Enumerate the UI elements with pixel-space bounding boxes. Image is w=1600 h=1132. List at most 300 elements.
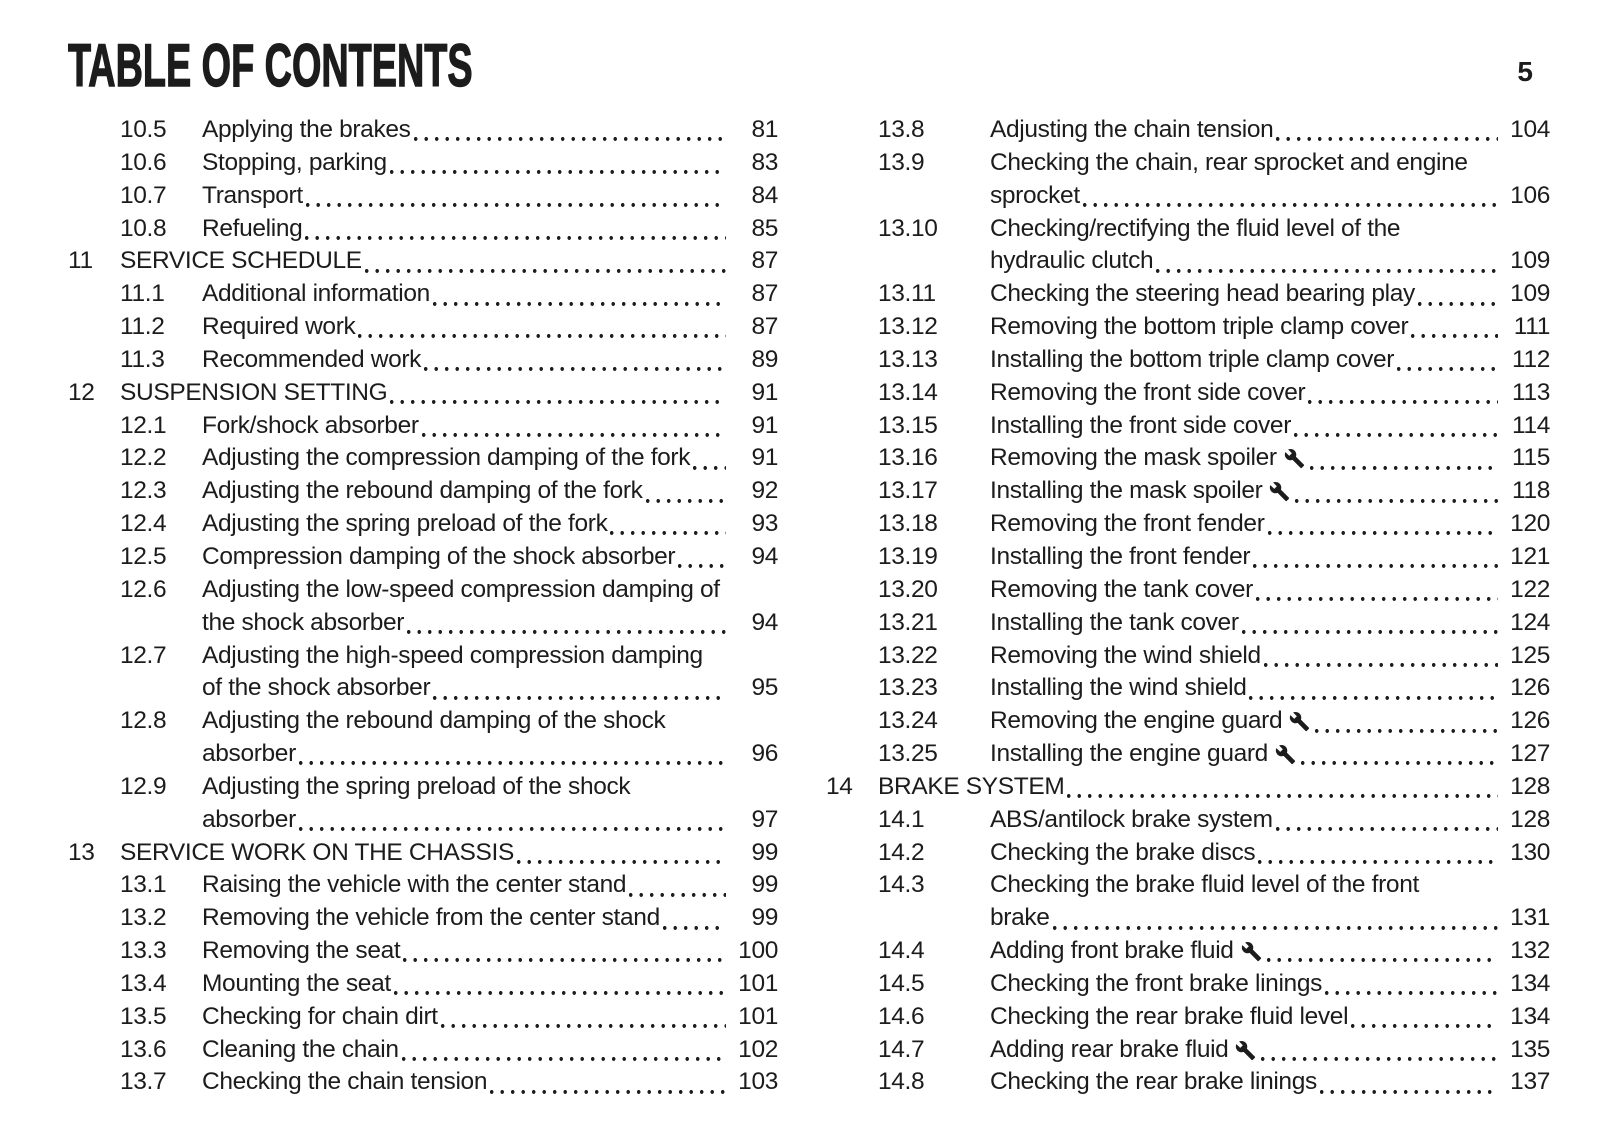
toc-entry-page: 100 <box>738 937 778 965</box>
toc-entry[interactable] <box>826 771 1550 804</box>
toc-entry-number: 12.1 <box>120 411 167 439</box>
toc-entry-title: Installing the wind shield <box>990 674 1247 702</box>
toc-entry-page: 83 <box>751 148 778 176</box>
toc-entry-page: 99 <box>751 838 778 866</box>
dot-leader <box>1256 574 1498 607</box>
dot-leader <box>390 377 726 410</box>
toc-entry[interactable] <box>68 968 778 1001</box>
dot-leader <box>1261 1034 1498 1067</box>
toc-entry-number: 12.2 <box>120 444 167 472</box>
toc-entry-line <box>990 738 1550 771</box>
toc-entry-title: Installing the bottom triple clamp cover <box>990 345 1395 373</box>
dot-leader <box>517 837 726 870</box>
toc-entry-line <box>990 1066 1550 1099</box>
toc-entry-line <box>202 574 778 607</box>
toc-entry-number: 14.5 <box>878 969 925 997</box>
toc-entry-body <box>990 410 1550 443</box>
toc-entry-title: Refueling <box>202 214 303 242</box>
toc-entry-body <box>990 738 1550 771</box>
toc-entry-line <box>990 607 1550 640</box>
toc-entry-title: ABS/antilock brake system <box>990 805 1273 833</box>
toc-entry-line <box>990 344 1550 377</box>
toc-entry-body <box>202 935 778 968</box>
toc-entry[interactable] <box>68 902 778 935</box>
toc-entry-number: 12.6 <box>120 575 167 603</box>
dot-leader <box>433 278 726 311</box>
dot-leader <box>305 213 726 246</box>
toc-entry-number: 14.4 <box>878 937 925 965</box>
toc-entry-body <box>202 147 778 180</box>
toc-column-left <box>68 114 778 1099</box>
toc-entry-body <box>202 344 778 377</box>
toc-entry-page: 87 <box>751 247 778 275</box>
toc-entry-line <box>202 180 778 213</box>
toc-entry[interactable] <box>68 771 778 837</box>
toc-entry-line <box>990 410 1550 443</box>
toc-entry-line <box>202 705 778 738</box>
toc-entry[interactable] <box>826 705 1550 738</box>
toc-entry-body <box>990 574 1550 607</box>
toc-entry[interactable] <box>826 738 1550 771</box>
toc-entry-page: 106 <box>1510 181 1550 209</box>
dot-leader <box>1418 278 1498 311</box>
dot-leader <box>441 1001 726 1034</box>
toc-entry-body <box>202 410 778 443</box>
toc-entry-line <box>990 278 1550 311</box>
toc-entry[interactable] <box>68 508 778 541</box>
toc-entry-page: 131 <box>1510 904 1550 932</box>
toc-entry[interactable] <box>68 705 778 771</box>
toc-entry-title: Removing the tank cover <box>990 575 1253 603</box>
toc-entry-body <box>202 114 778 147</box>
dot-leader <box>1253 541 1498 574</box>
toc-entry-title: Removing the seat <box>202 937 401 965</box>
toc-entry[interactable] <box>68 1066 778 1099</box>
toc-entry[interactable] <box>826 804 1550 837</box>
toc-entry-line <box>990 968 1550 1001</box>
toc-entry-title: sprocket <box>990 181 1080 209</box>
toc-entry-page: 101 <box>738 1002 778 1030</box>
toc-entry-number: 13.3 <box>120 937 167 965</box>
toc-entry-title: Adjusting the spring preload of the fork <box>202 510 608 538</box>
toc-entry-number: 12.9 <box>120 772 167 800</box>
dot-leader <box>1156 245 1498 278</box>
toc-entry-body <box>202 442 778 475</box>
toc-entry-number: 13.12 <box>878 313 938 341</box>
toc-entry-number: 13.16 <box>878 444 938 472</box>
toc-entry[interactable] <box>826 837 1550 870</box>
toc-entry-line <box>202 804 778 837</box>
toc-entry-line <box>202 968 778 1001</box>
toc-entry-number: 10.7 <box>120 181 167 209</box>
toc-entry[interactable] <box>68 869 778 902</box>
toc-entry-page: 104 <box>1510 116 1550 143</box>
toc-entry-body <box>990 508 1550 541</box>
toc-entry-body <box>990 114 1550 147</box>
toc-entry-title: SERVICE SCHEDULE <box>120 247 362 275</box>
toc-entry-line <box>202 344 778 377</box>
toc-entry-page: 84 <box>751 181 778 209</box>
toc-entry-number: 11.3 <box>120 345 165 373</box>
dot-leader <box>1258 837 1498 870</box>
toc-entry-body <box>990 213 1550 279</box>
toc-entry-number: 13.9 <box>878 148 925 176</box>
dot-leader <box>407 607 726 640</box>
toc-entry-number: 14.7 <box>878 1035 925 1063</box>
toc-entry-body <box>990 705 1550 738</box>
dot-leader <box>1242 607 1498 640</box>
toc-entry-number: 13.19 <box>878 542 938 570</box>
toc-entry-line <box>990 475 1550 508</box>
toc-entry-title: Checking the chain tension <box>202 1068 488 1096</box>
toc-entry-body <box>990 640 1550 673</box>
toc-entry-page: 118 <box>1511 477 1550 505</box>
toc-entry-page: 114 <box>1511 411 1550 439</box>
dot-leader <box>358 311 726 344</box>
toc-entry-body <box>990 804 1550 837</box>
toc-entry[interactable] <box>68 475 778 508</box>
toc-entry[interactable] <box>826 1066 1550 1099</box>
toc-entry-number: 11.1 <box>120 280 165 308</box>
toc-entry[interactable] <box>826 114 1550 147</box>
dot-leader <box>424 344 726 377</box>
toc-entry-body <box>202 213 778 246</box>
toc-entry-number: 13.13 <box>878 345 938 373</box>
dot-leader <box>1411 311 1498 344</box>
toc-entry-number: 13.11 <box>878 280 936 308</box>
toc-entry-title: Installing the front side cover <box>990 411 1292 439</box>
dot-leader <box>1310 442 1498 475</box>
toc-entry-line <box>878 771 1550 804</box>
toc-entry-page: 96 <box>751 740 778 768</box>
toc-entry-title: Checking the chain, rear sprocket and engine <box>990 148 1468 176</box>
toc-entry-body <box>120 377 778 410</box>
toc-entry-line <box>990 1001 1550 1034</box>
toc-entry-line <box>202 508 778 541</box>
toc-entry-number: 12.4 <box>120 510 167 538</box>
dot-leader <box>422 410 726 443</box>
dot-leader <box>403 935 726 968</box>
toc-entry-number: 13.10 <box>878 214 938 242</box>
toc-entry-line <box>990 245 1550 278</box>
toc-entry-title: Checking the rear brake fluid level <box>990 1002 1349 1030</box>
toc-entry-line <box>990 442 1550 475</box>
toc-entry-body <box>202 278 778 311</box>
dot-leader <box>1294 410 1498 443</box>
toc-entry[interactable] <box>826 607 1550 640</box>
toc-entry-body <box>202 1066 778 1099</box>
toc-entry[interactable] <box>68 574 778 640</box>
toc-entry[interactable] <box>68 541 778 574</box>
toc-entry-line <box>120 377 778 410</box>
toc-entry-title: Adjusting the spring preload of the shock <box>202 772 631 800</box>
toc-entry-title: Adjusting the compression damping of the fork <box>202 444 691 472</box>
toc-entry-body <box>120 837 778 870</box>
toc-entry-line <box>202 771 778 804</box>
toc-entry-title: Stopping, parking <box>202 148 387 176</box>
toc-entry[interactable] <box>826 442 1550 475</box>
toc-entry-number: 14.6 <box>878 1002 925 1030</box>
toc-entry[interactable] <box>826 410 1550 443</box>
toc-entry-line <box>990 640 1550 673</box>
toc-entry-title: Removing the engine guard <box>990 707 1283 735</box>
toc-entry-page: 91 <box>751 378 778 406</box>
toc-entry-body <box>202 508 778 541</box>
toc-entry-page: 97 <box>751 805 778 833</box>
toc-entry[interactable] <box>68 245 778 278</box>
dot-leader <box>1320 1066 1498 1099</box>
toc-entry-line <box>202 541 778 574</box>
toc-entry[interactable] <box>68 278 778 311</box>
toc-entry-title: Checking the brake fluid level of the front <box>990 871 1419 899</box>
toc-entry-title: Removing the bottom triple clamp cover <box>990 313 1409 341</box>
toc-entry-body <box>990 935 1550 968</box>
toc-entry-page: 94 <box>751 542 778 570</box>
toc-entry-page: 128 <box>1510 772 1550 800</box>
toc-entry-title: Checking for chain dirt <box>202 1002 438 1030</box>
toc-entry-number: 12.7 <box>120 641 167 669</box>
toc-entry-body <box>202 771 778 837</box>
toc-entry[interactable] <box>68 1034 778 1067</box>
toc-entry-body <box>990 672 1550 705</box>
toc-entry-number: 13.23 <box>878 674 938 702</box>
toc-entry-title: Adjusting the high-speed compression damping <box>202 641 703 669</box>
toc-entry[interactable] <box>826 672 1550 705</box>
toc-entry-body <box>990 147 1550 213</box>
dot-leader <box>663 902 726 935</box>
toc-entry-line <box>990 935 1550 968</box>
toc-entry-number: 14.2 <box>878 838 925 866</box>
toc-entry-title: Adjusting the rebound damping of the shock <box>202 707 666 735</box>
dot-leader <box>693 442 726 475</box>
dot-leader <box>306 180 726 213</box>
toc-entry-line <box>202 442 778 475</box>
dot-leader <box>646 475 726 508</box>
toc-entry[interactable] <box>68 1001 778 1034</box>
toc-entry-page: 103 <box>738 1068 778 1096</box>
toc-entry-body <box>202 574 778 640</box>
toc-entry[interactable] <box>68 147 778 180</box>
toc-entry-line <box>202 935 778 968</box>
toc-entry-page: 112 <box>1511 345 1550 373</box>
toc-entry[interactable] <box>68 114 778 147</box>
dot-leader <box>1264 640 1498 673</box>
toc-entry-page: 122 <box>1510 575 1550 603</box>
toc-entry-title: Removing the wind shield <box>990 641 1261 669</box>
dot-leader <box>394 968 726 1001</box>
toc-entry[interactable] <box>826 1001 1550 1034</box>
toc-entry-number: 13.15 <box>878 411 938 439</box>
toc-entry[interactable] <box>826 213 1550 279</box>
toc-entry-page: 115 <box>1511 444 1550 472</box>
toc-entry-body <box>202 640 778 706</box>
dot-leader <box>390 147 726 180</box>
toc-entry-title: Adding front brake fluid <box>990 937 1234 965</box>
toc-entry[interactable] <box>68 377 778 410</box>
toc-entry-number: 13.4 <box>120 969 167 997</box>
toc-entry[interactable] <box>68 442 778 475</box>
toc-entry-number: 13.17 <box>878 477 938 505</box>
toc-entry[interactable] <box>826 1034 1550 1067</box>
toc-entry-number: 13.21 <box>878 608 938 636</box>
toc-entry-number: 14.8 <box>878 1068 925 1096</box>
toc-entry-number: 10.8 <box>120 214 167 242</box>
toc-entry-line <box>202 738 778 771</box>
toc-entry-title: Applying the brakes <box>202 116 411 143</box>
dot-leader <box>1295 475 1498 508</box>
toc-entry-page: 87 <box>751 313 778 341</box>
toc-entry[interactable] <box>68 640 778 706</box>
toc-entry[interactable] <box>826 541 1550 574</box>
dot-leader <box>1276 114 1498 147</box>
toc-entry[interactable] <box>68 935 778 968</box>
toc-entry[interactable] <box>826 968 1550 1001</box>
toc-entry-title: hydraulic clutch <box>990 247 1154 275</box>
toc-entry-line <box>202 147 778 180</box>
toc-entry-line <box>990 1034 1550 1067</box>
toc-entry-page: 101 <box>738 969 778 997</box>
toc-entry-number: 13.7 <box>120 1068 167 1096</box>
toc-entry-line <box>202 607 778 640</box>
toc-entry-body <box>202 311 778 344</box>
toc-entry-line <box>202 1034 778 1067</box>
toc-entry-title: Removing the mask spoiler <box>990 444 1277 472</box>
toc-entry-line <box>202 1001 778 1034</box>
dot-leader <box>1083 180 1498 213</box>
toc-entry-page: 99 <box>751 871 778 899</box>
toc-entry-title: Checking the front brake linings <box>990 969 1322 997</box>
toc-entry[interactable] <box>68 180 778 213</box>
toc-entry[interactable] <box>826 935 1550 968</box>
toc-entry-body <box>990 442 1550 475</box>
toc-entry[interactable] <box>826 640 1550 673</box>
toc-entry-body <box>120 245 778 278</box>
dot-leader <box>1053 902 1498 935</box>
toc-entry-page: 126 <box>1510 707 1550 735</box>
toc-entry-line <box>990 147 1550 180</box>
toc-entry[interactable] <box>826 508 1550 541</box>
toc-entry-line <box>990 705 1550 738</box>
toc-entry-page: 124 <box>1510 608 1550 636</box>
toc-entry-title: Installing the engine guard <box>990 740 1268 768</box>
toc-entry-line <box>202 278 778 311</box>
toc-entry-line <box>990 508 1550 541</box>
toc-entry-number: 13.20 <box>878 575 938 603</box>
toc-entry-line <box>990 213 1550 246</box>
toc-entry-line <box>202 410 778 443</box>
toc-entry-page: 137 <box>1510 1068 1550 1096</box>
toc-entry-number: 13.25 <box>878 740 938 768</box>
toc-entry-line <box>990 180 1550 213</box>
toc-entry-number: 13 <box>68 838 95 866</box>
toc-entry-number: 13.22 <box>878 641 938 669</box>
toc-entry-title: absorber <box>202 805 296 833</box>
toc-entry[interactable] <box>68 311 778 344</box>
toc-entry-body <box>990 869 1550 935</box>
toc-entry[interactable] <box>826 377 1550 410</box>
toc-entry[interactable] <box>826 475 1550 508</box>
toc-entry-title: BRAKE SYSTEM <box>878 772 1065 800</box>
toc-entry-line <box>120 245 778 278</box>
dot-leader <box>365 245 726 278</box>
toc-entry-line <box>202 672 778 705</box>
toc-entry-page: 128 <box>1510 805 1550 833</box>
toc-entry-body <box>202 475 778 508</box>
toc-entry-body <box>202 1001 778 1034</box>
toc-entry-title: Adjusting the rebound damping of the fork <box>202 477 643 505</box>
toc-entry-body <box>202 705 778 771</box>
dot-leader <box>1276 804 1498 837</box>
toc-entry-title: Adjusting the low-speed compression damping of <box>202 575 720 603</box>
toc-entry-title: Transport <box>202 181 303 209</box>
toc-entry[interactable] <box>68 410 778 443</box>
toc-entry-title: Compression damping of the shock absorber <box>202 542 676 570</box>
toc-entry-page: 135 <box>1510 1035 1550 1063</box>
toc-entry-line <box>202 869 778 902</box>
toc-entry[interactable] <box>826 869 1550 935</box>
toc-entry-title: Raising the vehicle with the center stand <box>202 871 627 899</box>
toc-entry-title: Removing the front side cover <box>990 378 1306 406</box>
dot-leader <box>299 804 726 837</box>
toc-entry[interactable] <box>826 574 1550 607</box>
dot-leader <box>299 738 726 771</box>
toc-entry-number: 12.5 <box>120 542 167 570</box>
toc-entry-title: Adding rear brake fluid <box>990 1035 1229 1063</box>
toc-columns <box>68 114 1550 1099</box>
toc-entry-line <box>990 672 1550 705</box>
toc-entry-page: 91 <box>751 411 778 439</box>
toc-entry-title: Fork/shock absorber <box>202 411 419 439</box>
toc-entry-line <box>990 574 1550 607</box>
toc-entry-number: 13.5 <box>120 1002 167 1030</box>
dot-leader <box>1301 738 1498 771</box>
dot-leader <box>610 508 726 541</box>
toc-entry[interactable] <box>68 213 778 246</box>
toc-entry-title: Checking the brake discs <box>990 838 1256 866</box>
toc-entry-line <box>990 869 1550 902</box>
toc-entry-title: Recommended work <box>202 345 422 373</box>
toc-entry-line <box>990 541 1550 574</box>
toc-entry[interactable] <box>826 311 1550 344</box>
toc-entry[interactable] <box>826 344 1550 377</box>
dot-leader <box>1308 377 1498 410</box>
toc-entry-body <box>990 1066 1550 1099</box>
toc-entry-title: Installing the tank cover <box>990 608 1239 636</box>
toc-entry-title: Required work <box>202 313 356 341</box>
toc-entry[interactable] <box>826 278 1550 311</box>
toc-entry-body <box>202 902 778 935</box>
toc-entry-title: brake <box>990 904 1050 932</box>
toc-entry[interactable] <box>68 344 778 377</box>
toc-entry-page: 134 <box>1510 1002 1550 1030</box>
dot-leader <box>1325 968 1498 1001</box>
dot-leader <box>1067 771 1498 804</box>
toc-entry-page: 111 <box>1513 313 1550 341</box>
wrench-icon <box>1289 711 1310 732</box>
toc-entry-body <box>990 475 1550 508</box>
toc-entry-line <box>990 804 1550 837</box>
dot-leader <box>402 1034 726 1067</box>
toc-entry-page: 89 <box>751 345 778 373</box>
toc-entry-body <box>990 968 1550 1001</box>
dot-leader <box>1267 935 1498 968</box>
toc-entry-line <box>202 902 778 935</box>
toc-entry-title: Removing the front fender <box>990 510 1265 538</box>
toc-entry-number: 11.2 <box>120 313 165 341</box>
toc-entry[interactable] <box>826 147 1550 213</box>
toc-entry[interactable] <box>68 837 778 870</box>
dot-leader <box>1249 672 1498 705</box>
